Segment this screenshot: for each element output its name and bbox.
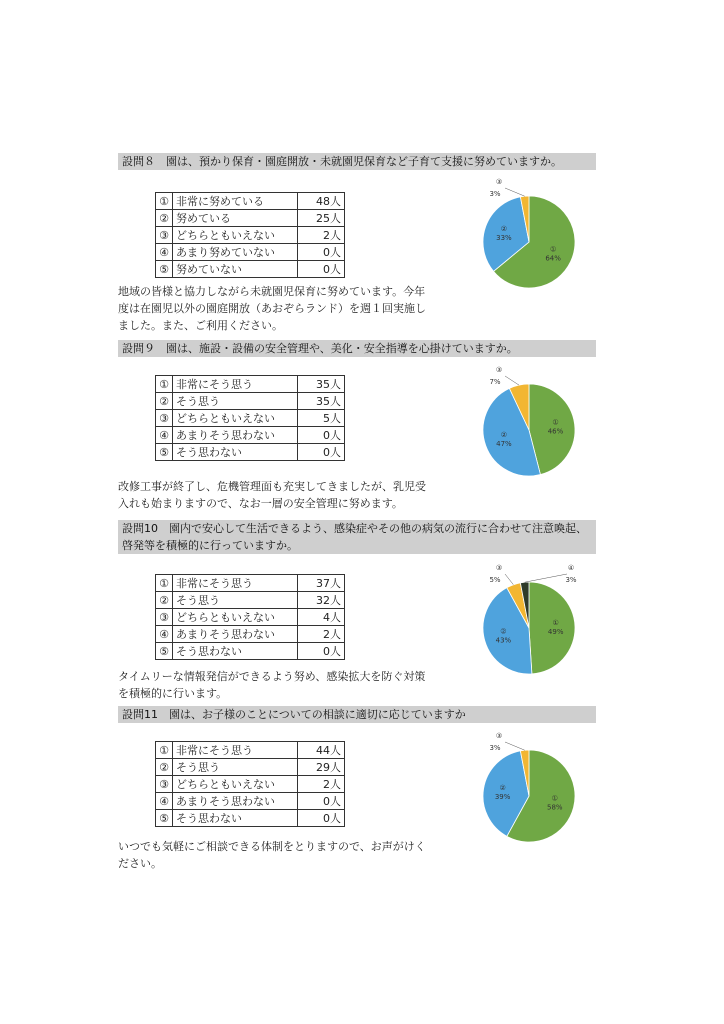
question-9-section xyxy=(118,340,596,357)
table-row: ④ あまり努めていない 0人 xyxy=(156,244,345,261)
pie-svg xyxy=(462,172,596,298)
table-row: ① 非常に努めている 48人 xyxy=(156,193,345,210)
table-row: ③ どちらともいえない 5人 xyxy=(156,410,345,427)
pie-slice-label: ① xyxy=(552,619,559,628)
question-10-note: タイムリーな情報発信ができるよう努め、感染拡大を防ぐ対策を積極的に行います。 xyxy=(118,670,426,700)
table-row: ② そう思う 29人 xyxy=(156,759,345,776)
question-11-pie-chart xyxy=(462,726,596,852)
pie-slice-percent: 49% xyxy=(547,628,564,637)
question-11-note: いつでも気軽にご相談できる体制をとりますので、お声がけください。 xyxy=(118,840,426,870)
table-row: ② そう思う 35人 xyxy=(156,393,345,410)
pie-slice-label: ② xyxy=(500,225,508,233)
table-row: ③ どちらともいえない 4人 xyxy=(156,609,345,626)
table-row: ② そう思う 32人 xyxy=(156,592,345,609)
pie-leader-line xyxy=(505,376,519,385)
question-8-table xyxy=(155,192,345,278)
table-row: ④ あまりそう思わない 0人 xyxy=(156,793,345,810)
table-row: ① 非常にそう思う 35人 xyxy=(156,376,345,393)
question-10-table xyxy=(155,574,345,660)
pie-leader-line xyxy=(505,574,513,585)
table-row: ⑤ 努めていない 0人 xyxy=(156,261,345,278)
table-row: ⑤ そう思わない 0人 xyxy=(156,444,345,461)
question-9-table xyxy=(155,375,345,461)
pie-slice-label: ② xyxy=(500,431,508,439)
question-8-note: 地域の皆様と協力しながら未就園児保育に努めています。今年度は在園児以外の園庭開放（あおぞらランド）を週１回実施しました。また、ご利用ください。 xyxy=(118,285,426,332)
table-row: ⑤ そう思わない 0人 xyxy=(156,643,345,660)
question-10-pie-chart xyxy=(462,558,596,684)
pie-slice-percent: 43% xyxy=(495,636,512,645)
question-11-section xyxy=(118,706,596,723)
table-row: ④ あまりそう思わない 0人 xyxy=(156,427,345,444)
question-8-title: 設問８ 園は、預かり保育・園庭開放・未就園児保育など子育て支援に努めていますか。 xyxy=(118,153,596,170)
pie-slice-percent: 3% xyxy=(565,576,577,584)
pie-slice-label: ① xyxy=(552,418,559,427)
pie-slice-percent: 58% xyxy=(547,803,563,812)
question-10-section xyxy=(118,520,596,554)
pie-slice-percent: 64% xyxy=(545,254,561,263)
pie-slice-label: ③ xyxy=(495,366,503,374)
pie-slice-label: ① xyxy=(551,794,558,803)
table-row: ② 努めている 25人 xyxy=(156,210,345,227)
table-row: ① 非常にそう思う 44人 xyxy=(156,742,345,759)
question-8-pie-chart xyxy=(462,172,596,298)
question-9-pie-chart xyxy=(462,360,596,486)
table-row: ⑤ そう思わない 0人 xyxy=(156,810,345,827)
pie-slice-label: ③ xyxy=(495,178,503,186)
pie-slice-label: ④ xyxy=(567,564,575,572)
pie-slice-label: ① xyxy=(549,245,557,254)
pie-slice-percent: 5% xyxy=(489,576,501,584)
pie-svg xyxy=(462,558,596,684)
pie-slice-label: ② xyxy=(499,783,506,792)
question-8-section xyxy=(118,153,596,170)
question-10-title: 設問10 園内で安心して生活できるよう、感染症やその他の病気の流行に合わせて注意喚起、啓発等を積極的に行っていますか。 xyxy=(118,520,596,554)
pie-slice-percent: 3% xyxy=(489,744,501,752)
table-row: ④ あまりそう思わない 2人 xyxy=(156,626,345,643)
pie-slice-percent: 46% xyxy=(547,427,564,436)
pie-leader-line xyxy=(505,188,525,196)
pie-slice-percent: 33% xyxy=(496,234,512,242)
question-9-note: 改修工事が終了し、危機管理面も充実してきましたが、乳児受入れも始まりますので、なお一層の安全管理に努めます。 xyxy=(118,480,426,510)
pie-svg xyxy=(462,726,596,852)
pie-svg xyxy=(462,360,596,486)
pie-leader-line xyxy=(525,574,567,582)
question-11-table xyxy=(155,741,345,827)
pie-slice-percent: 3% xyxy=(489,190,501,198)
question-11-title: 設問11 園は、お子様のことについての相談に適切に応じていますか xyxy=(118,706,596,723)
pie-slice-percent: 47% xyxy=(496,440,512,448)
pie-slice-label: ③ xyxy=(495,732,503,740)
pie-leader-line xyxy=(505,742,525,750)
pie-slice-percent: 7% xyxy=(489,378,501,386)
question-9-title: 設問９ 園は、施設・設備の安全管理や、美化・安全指導を心掛けていますか。 xyxy=(118,340,596,357)
pie-slice-label: ② xyxy=(500,627,507,636)
table-row: ③ どちらともいえない 2人 xyxy=(156,227,345,244)
table-row: ① 非常にそう思う 37人 xyxy=(156,575,345,592)
pie-slice-label: ③ xyxy=(495,564,503,572)
table-row: ③ どちらともいえない 2人 xyxy=(156,776,345,793)
pie-slice-percent: 39% xyxy=(494,792,511,801)
